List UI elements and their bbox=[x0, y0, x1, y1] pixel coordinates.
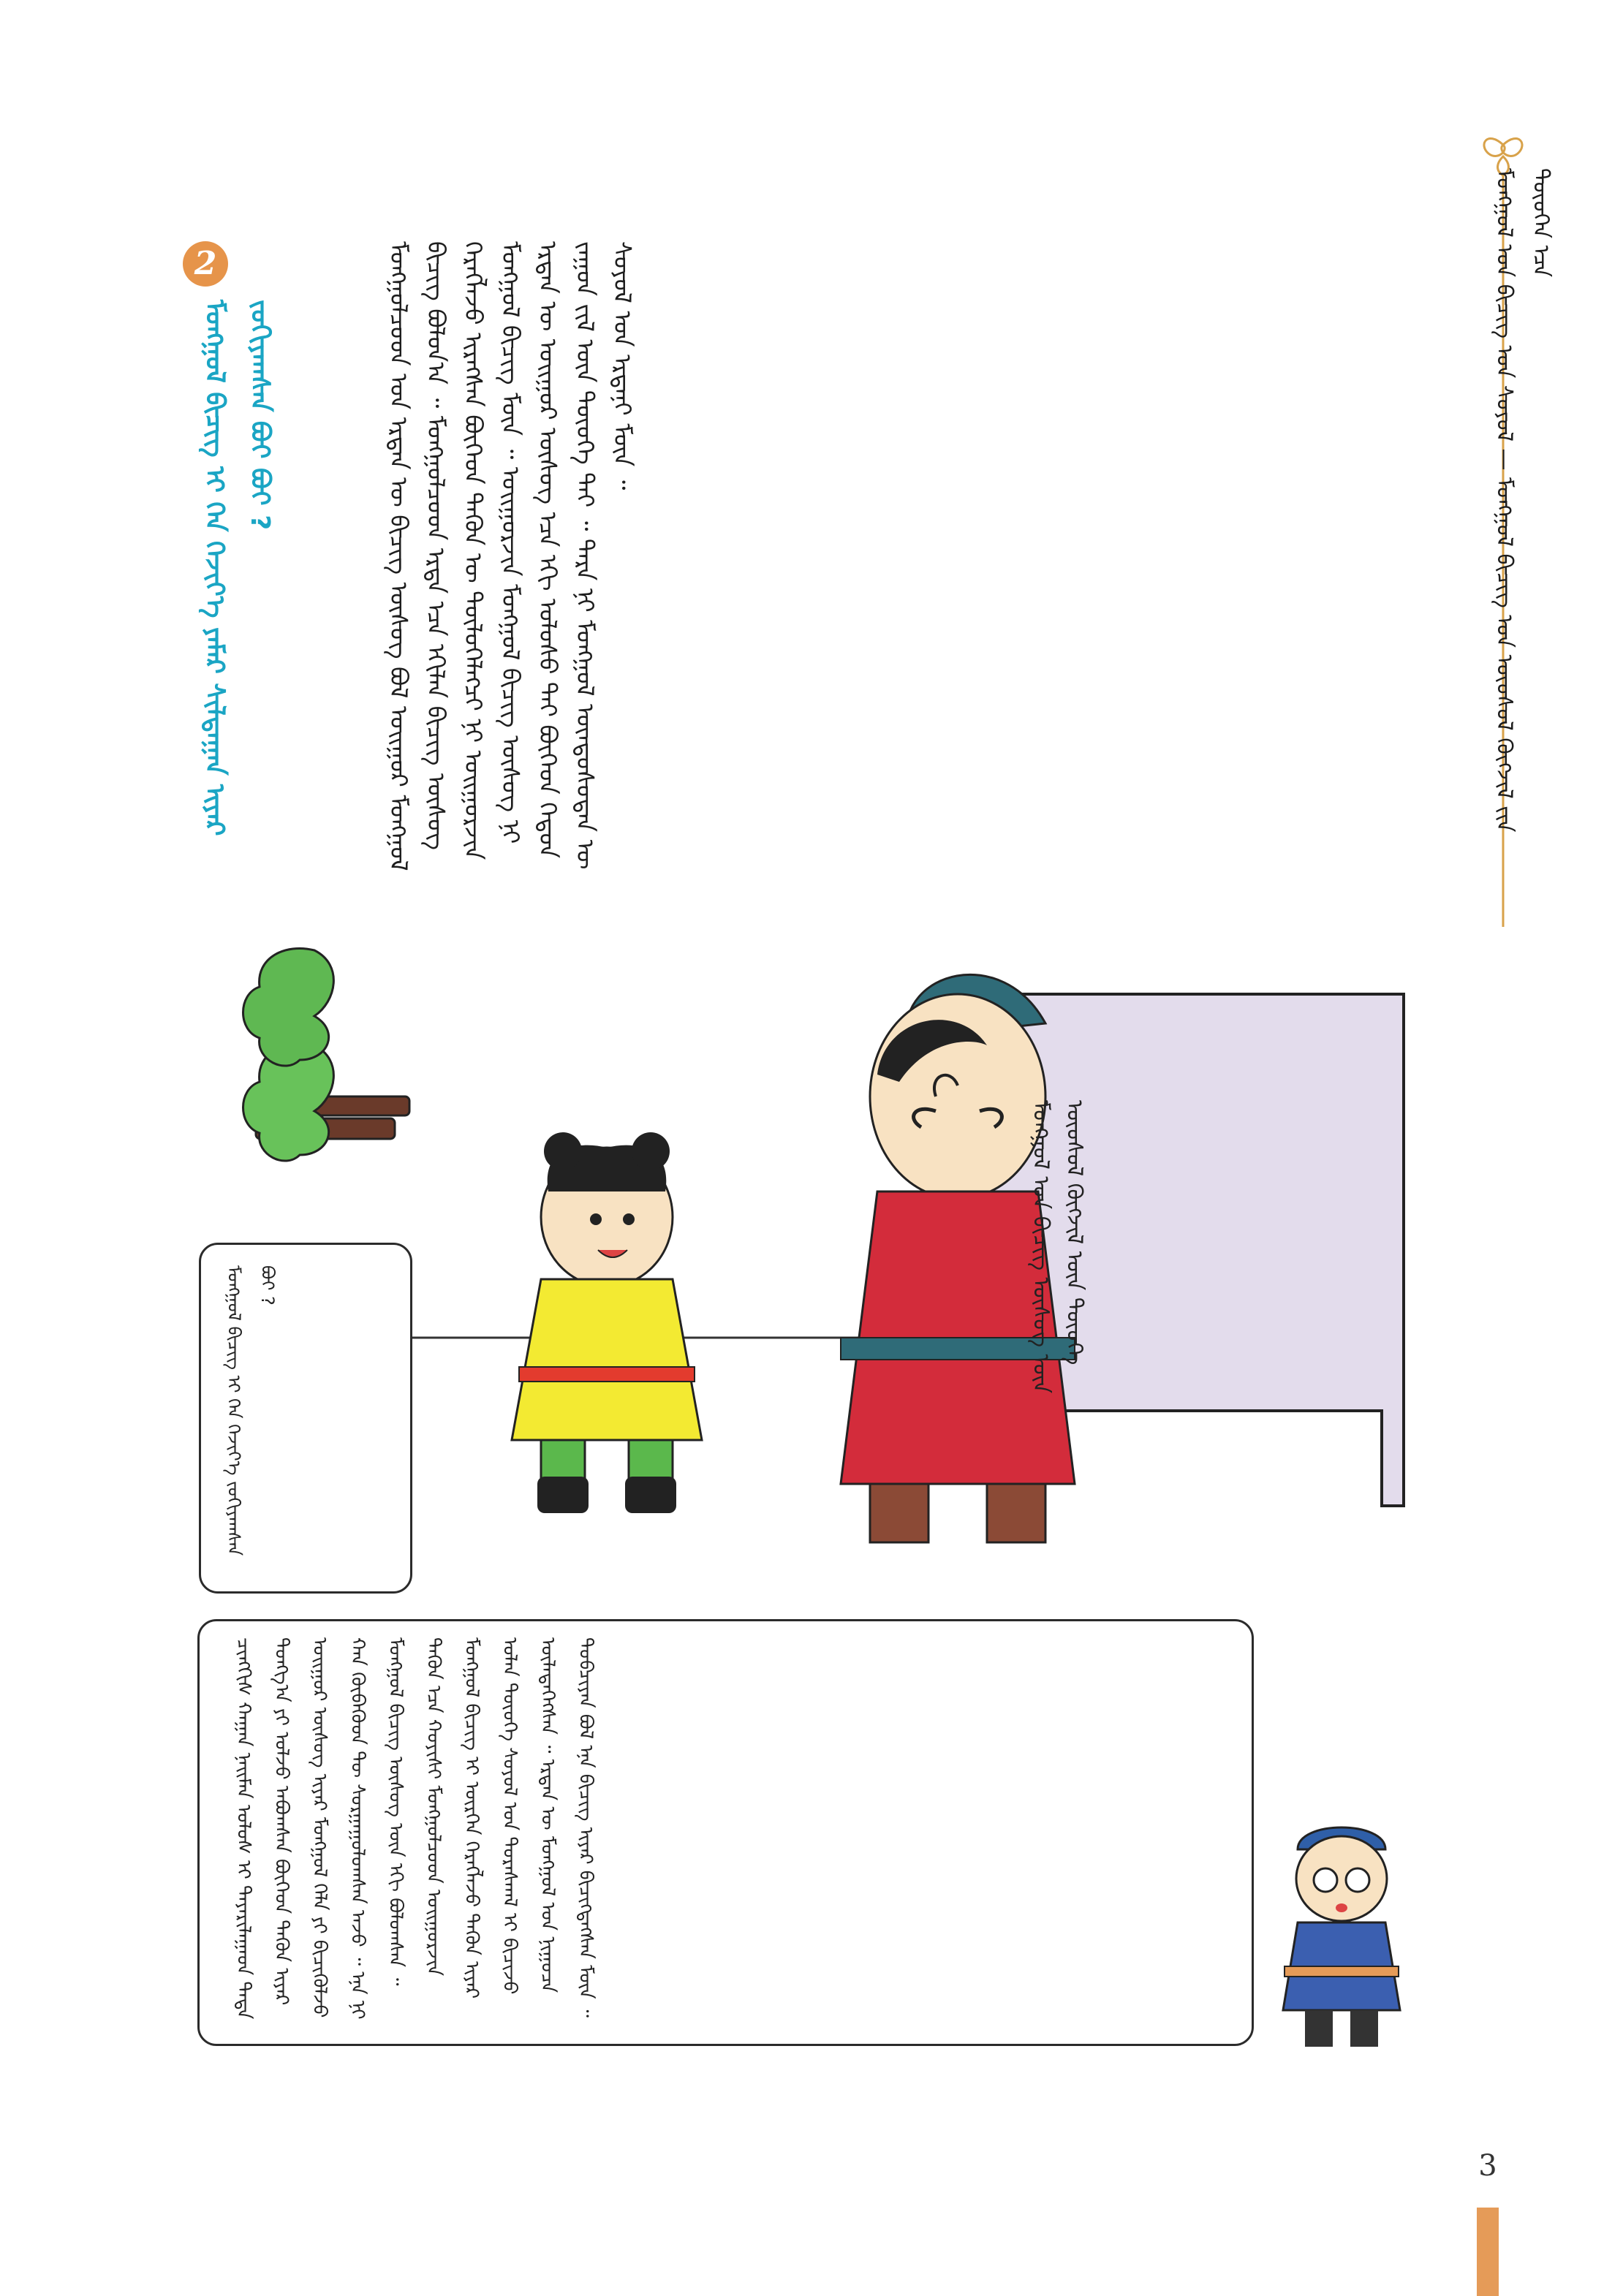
body-paragraph: ᠮᠣᠩᠭᠣᠯᠴᠤᠳ ᠤᠨ ᠡᠷᠲᠡᠨ ᠦ ᠪᠢᠴᠢᠭ ᠦᠰᠦᠭ ᠪᠣᠯ ᠤᠢᠭᠤᠷ ᠮᠣᠩᠭᠣᠯ ᠪᠢᠴᠢᠭ ᠪᠣᠯᠤᠨ᠎ᠠ ᠃ ᠮᠣᠩᠭᠣᠯᠴᠤᠳ ᠡᠷᠲᠡ ᠡᠴᠡ ᠡᠬᠢᠯᠡᠨ ᠪᠢᠴᠢᠭ ᠦᠰᠦᠭ ᠬᠡᠷᠡᠭᠯᠡᠵᠦ ᠢᠷᠡᠭᠰᠡᠨ ᠪᠥᠭᠡᠳ ᠲᠡᠭᠦᠨ ᠦ ᠲᠥᠯᠥᠭᠡᠯᠡᠭᠴᠢ ᠨᠢ ᠤᠢᠭᠤᠷᠵᠢᠨ ᠮᠣᠩᠭᠣᠯ ᠪᠢᠴᠢᠭ ᠮᠥᠨ ᠃ ᠤᠢᠭᠤᠷᠵᠢᠨ ᠮᠣᠩᠭᠣᠯ ᠪᠢᠴᠢᠭ ᠦᠰᠦᠭ ᠨᠢ ᠡᠷᠲᠡᠨ ᠦ ᠤᠢᠭᠤᠷ ᠦᠰᠦᠭ ᠡᠴᠡ ᠡᠬᠢ ᠤᠯᠤᠰᠤ ᠲᠠᠢ ᠪᠥᠭᠡᠳ ᠬᠡᠳᠦᠨ ᠵᠠᠭᠤᠨ ᠵᠢᠯ ᠦᠨ ᠲᠦᠦᠬᠡ ᠲᠡᠢ ᠃ ᠲᠡᠷᠡ ᠨᠢ ᠮᠣᠩᠭᠣᠯ ᠦᠨᠳᠦᠰᠦᠲᠡᠨ ᠦ ᠰᠣᠶᠣᠯ ᠤᠨ ᠡᠷᠳᠡᠨᠢ ᠮᠥᠨ ᠃ bbox=[385, 241, 637, 879]
board-text: ᠮᠣᠩᠭᠣᠯ ᠤᠨ ᠪᠢᠴᠢᠭ ᠦᠰᠦᠭ ᠦᠨ ᠦᠦᠰᠦᠯ ᠬᠥᠭᠵᠢᠯ ᠦᠨ ᠲᠦᠦᠬᠡ bbox=[1028, 1100, 1087, 1401]
page-number: 3 bbox=[1478, 2149, 1497, 2183]
girl-illustration bbox=[512, 1132, 702, 1513]
section-number-badge: 2 bbox=[183, 241, 228, 287]
plant-illustration bbox=[243, 948, 410, 1161]
corner-tab bbox=[1477, 2208, 1499, 2296]
running-head: ᠮᠣᠩᠭᠣᠯ ᠤᠨ ᠪᠢᠴᠢᠭ ᠤᠨ ᠰᠣᠶᠣᠯ — ᠮᠣᠩᠭᠣᠯ ᠪᠢᠴᠢᠭ ᠤᠨ ᠦᠦᠰᠦᠯ ᠬᠥᠭᠵᠢᠯ ᠵᠢᠨ ᠲᠦᠦᠬᠡᠨ ᠡᠴᠡ bbox=[1491, 168, 1554, 840]
section-question: ᠮᠣᠩᠭᠣᠯ ᠪᠢᠴᠢᠭ ᠢ ᠬᠡᠨ ᠬᠡᠵᠢᠶ᠎ᠡ ᠶᠠᠮᠠᠷ ᠰᠢᠯᠲᠠᠭᠠᠨ ᠢᠶᠠᠷ ᠵᠣᠬᠢᠶᠠᠭᠰᠠᠨ ᠪᠤᠢ ᠪᠣᠢ ? bbox=[200, 300, 275, 846]
girl-speech-bubble bbox=[199, 1243, 412, 1594]
boy-illustration bbox=[1268, 1820, 1415, 2054]
boy-speech-bubble bbox=[197, 1619, 1254, 2046]
boy-speech-text: ᠴᠢᠩᠭᠢᠰ ᠬᠠᠭᠠᠨ ᠨᠠᠢᠮᠠᠨ ᠤᠯᠤᠰ ᠢ ᠳᠠᠶᠠᠷᠢᠯᠠᠭᠠᠳ ᠲᠠᠲᠠ ᠲᠤᠩᠭ᠎ᠠ ᠶᠢ ᠣᠯᠵᠤ ᠠᠪᠤᠭᠰᠠᠨ ᠪᠥᠭᠡᠳ ᠲᠡᠭᠦᠨ ᠢᠶᠡᠷ ᠤᠢᠭᠤᠷ ᠦᠰᠦᠭ ᠢᠶᠡᠷ ᠮᠣᠩᠭᠣᠯ ᠬᠡᠯᠡ ᠶᠢ ᠪᠢᠴᠢᠭᠦᠯᠵᠦ ᠬᠠᠨ ᠬᠥᠪᠡᠭᠦᠳ ᠲᠦ ᠰᠤᠷᠭᠠᠭᠤᠯᠤᠭᠰᠠᠨ ᠠᠵᠤ ᠃ ᠡᠨᠡ ᠨᠢ ᠮᠣᠩᠭᠣᠯ ᠪᠢᠴᠢᠭ ᠦᠰᠦᠭ ᠦᠨ ᠡᠬᠢ ᠪᠣᠯᠤᠭᠰᠠᠨ ᠃ ᠲᠡᠭᠦᠨ ᠡᠴᠡ ᠬᠣᠶᠢᠰᠢ ᠮᠣᠩᠭᠣᠯᠴᠤᠳ ᠤᠢᠭᠤᠷᠵᠢᠨ ᠮᠣᠩᠭᠣᠯ ᠪᠢᠴᠢᠭ ᠢ ᠥᠷᠭᠡᠨ ᠬᠡᠷᠡᠭᠯᠡᠵᠦ ᠲᠡᠭᠦᠨ ᠢᠶᠡᠷ ᠣᠯᠠᠨ ᠲᠦᠦᠬᠡ ᠰᠣᠶᠣᠯ ᠤᠨ ᠳᠤᠷᠠᠰᠬᠠᠯ ᠢ ᠪᠢᠴᠢᠵᠦ ᠦᠯᠡᠳᠡᠭᠡᠭᠰᠡᠨ ᠃ ᠡᠷᠲᠡᠨ ᠦ ᠮᠣᠩᠭᠣᠯ ᠤᠨ ᠨᠢᠭᠤᠴᠠ ᠲᠣᠪᠴᠢᠶᠠᠨ ᠪᠣᠯ ᠡᠨᠡ ᠪᠢᠴᠢᠭ ᠢᠶᠡᠷ ᠪᠢᠴᠢᠭᠳᠡᠭᠰᠡᠨ ᠮᠥᠨ ᠃ bbox=[232, 1637, 597, 2026]
girl-speech-text: ᠮᠣᠩᠭᠣᠯ ᠪᠢᠴᠢᠭ ᠢ ᠬᠡᠨ ᠬᠡᠵᠢᠶ᠎ᠡ ᠵᠣᠬᠢᠶᠠᠭᠰᠠᠨ ᠪᠤᠢ ? bbox=[224, 1265, 278, 1561]
